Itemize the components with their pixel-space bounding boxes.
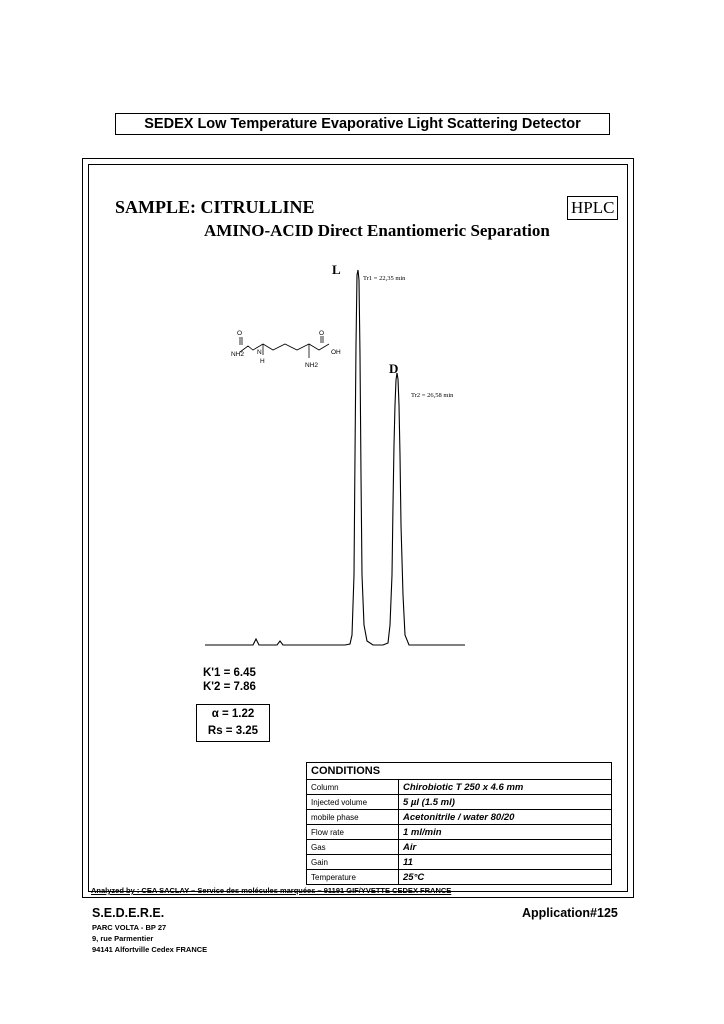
structure-label-n: N bbox=[257, 349, 262, 356]
address-line-3: 94141 Alfortville Cedex FRANCE bbox=[92, 945, 208, 954]
condition-value: 5 µl (1.5 ml) bbox=[399, 795, 612, 810]
structure-label-h: H bbox=[260, 358, 265, 365]
condition-label: Column bbox=[307, 780, 399, 795]
condition-value: 25°C bbox=[399, 870, 612, 885]
condition-label: Injected volume bbox=[307, 795, 399, 810]
sample-title: SAMPLE: CITRULLINE bbox=[115, 197, 315, 217]
condition-label: Temperature bbox=[307, 870, 399, 885]
k2-value: K'2 = 7.86 bbox=[203, 681, 256, 693]
conditions-table bbox=[306, 762, 612, 885]
condition-value: Chirobiotic T 250 x 4.6 mm bbox=[399, 780, 612, 795]
table-row bbox=[307, 855, 612, 870]
analyzed-by-note: Analyzed by : CEA SACLAY – Service des molécules marquées – 91191 GIF/YVETTE CEDEX FRANCE bbox=[91, 886, 452, 895]
peak-d-label: D bbox=[389, 361, 399, 376]
k1-value: K'1 = 6.45 bbox=[203, 667, 256, 679]
alpha-value: α = 1.22 bbox=[211, 708, 255, 720]
conditions-title: CONDITIONS bbox=[307, 763, 612, 780]
condition-value: 11 bbox=[399, 855, 612, 870]
table-row bbox=[307, 795, 612, 810]
condition-value: Air bbox=[399, 840, 612, 855]
address-line-1: PARC VOLTA - BP 27 bbox=[92, 923, 167, 932]
condition-label: Gain bbox=[307, 855, 399, 870]
structure-label-o-left: O bbox=[237, 330, 243, 337]
structure-label-o-right: O bbox=[319, 330, 325, 337]
application-number: Application#125 bbox=[522, 906, 618, 920]
rs-value: Rs = 3.25 bbox=[207, 725, 259, 737]
condition-value: Acetonitrile / water 80/20 bbox=[399, 810, 612, 825]
condition-label: Gas bbox=[307, 840, 399, 855]
address-line-2: 9, rue Parmentier bbox=[92, 934, 154, 943]
condition-label: mobile phase bbox=[307, 810, 399, 825]
chromatogram-trace bbox=[205, 270, 465, 645]
header-title: SEDEX Low Temperature Evaporative Light Scattering Detector bbox=[115, 113, 610, 135]
condition-label: Flow rate bbox=[307, 825, 399, 840]
table-row bbox=[307, 840, 612, 855]
chromatogram bbox=[195, 255, 475, 655]
table-row bbox=[307, 810, 612, 825]
company-name: S.E.D.E.R.E. bbox=[92, 906, 165, 920]
structure-label-nh2-bottom: NH2 bbox=[305, 362, 319, 369]
table-row bbox=[307, 870, 612, 885]
peak-d-retention: Tr2 = 26,58 min bbox=[411, 392, 454, 399]
condition-value: 1 ml/min bbox=[399, 825, 612, 840]
peak-l-retention: Tr1 = 22,35 min bbox=[363, 275, 406, 282]
selectivity-box bbox=[196, 704, 270, 742]
structure-label-oh: OH bbox=[331, 349, 341, 356]
table-row bbox=[307, 825, 612, 840]
citrulline-structure-diagram bbox=[240, 336, 329, 358]
hplc-badge: HPLC bbox=[567, 196, 618, 220]
peak-l-label: L bbox=[332, 262, 341, 277]
table-row bbox=[307, 780, 612, 795]
structure-label-nh2-left: NH2 bbox=[231, 351, 245, 358]
page-subtitle: AMINO-ACID Direct Enantiomeric Separation bbox=[204, 221, 550, 240]
